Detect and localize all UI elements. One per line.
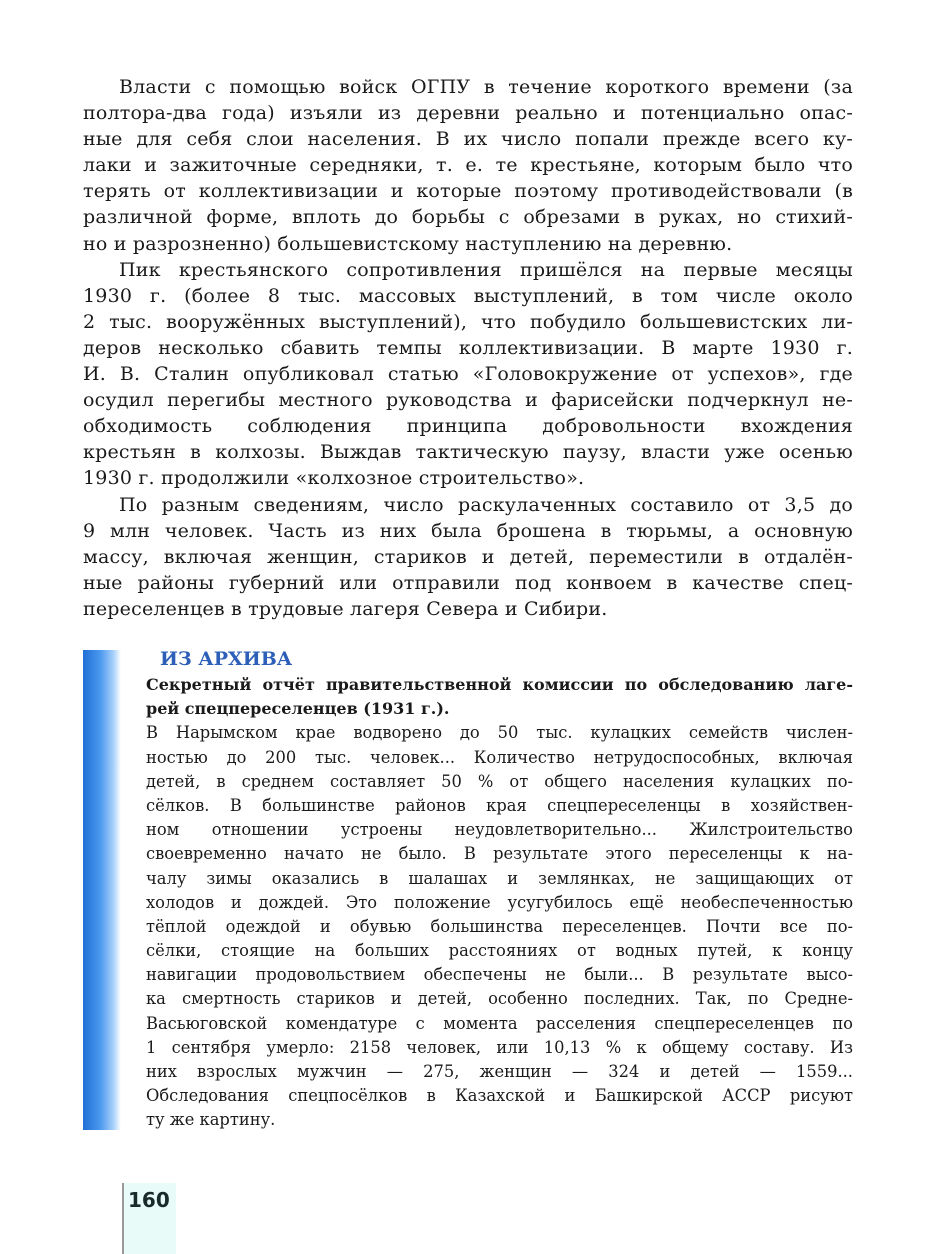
archive-heading xyxy=(146,673,853,721)
paragraph xyxy=(83,74,853,257)
text-line: 1930 г. (более 8 тыс. массовых выступлений, в том числе около xyxy=(83,284,853,307)
archive-title: ИЗ АРХИВА xyxy=(160,648,293,670)
text-line: тёплой одеждой и обувью большинства переселенцев. Почти все по- xyxy=(146,916,853,936)
text-line: обходимость соблюдения принципа добровольности вхождения xyxy=(83,415,853,438)
text-line: По разным сведениям, число раскулаченных составило от 3,5 до xyxy=(119,493,853,516)
text-line: крестьян в колхозы. Выждав тактическую паузу, власти уже осенью xyxy=(83,441,853,464)
page-number: 160 xyxy=(128,1188,170,1212)
text-line: чалу зимы оказались в шалашах и землянках, не защищающих от xyxy=(146,868,853,888)
text-line: ном отношении устроены неудовлетворительно... Жилстроительство xyxy=(146,820,853,840)
text-line: но и разрозненно) большевистскому наступлению на деревню. xyxy=(83,232,733,255)
text-line: Обследования спецпосёлков в Казахской и Башкирской АССР рисуют xyxy=(146,1086,853,1106)
text-line: сёлки, стоящие на больших расстояниях от водных путей, к концу xyxy=(146,941,853,961)
text-line: И. В. Сталин опубликовал статью «Головокружение от успехов», где xyxy=(83,363,853,386)
archive-body xyxy=(146,721,853,1132)
text-line: 1 сентября умерло: 2158 человек, или 10,13 % к общему составу. Из xyxy=(146,1037,853,1057)
text-line: них взрослых мужчин — 275, женщин — 324 и детей — 1559... xyxy=(146,1062,853,1081)
text-line: 1930 г. продолжили «колхозное строительство». xyxy=(83,467,585,490)
main-text xyxy=(83,74,853,622)
text-line: 2 тыс. вооружённых выступлений), что побудило большевистских ли- xyxy=(83,310,853,333)
text-line: Секретный отчёт правительственной комиссии по обследованию лаге- xyxy=(146,675,853,694)
text-line: деров несколько сбавить темпы коллективизации. В марте 1930 г. xyxy=(83,336,853,359)
archive-decorative-bar xyxy=(83,650,121,1130)
paragraph xyxy=(83,257,853,492)
paragraph xyxy=(83,492,853,622)
text-line: сёлков. В большинстве районов края спецпереселенцы в хозяйствен- xyxy=(146,795,853,815)
text-line: лаки и зажиточные середняки, т. е. те крестьяне, которым было что xyxy=(83,154,853,177)
text-line: ные для себя слои населения. В их число попали прежде всего ку- xyxy=(83,128,853,151)
text-line: переселенцев в трудовые лагеря Севера и Сибири. xyxy=(83,597,608,620)
text-line: рей спецпереселенцев (1931 г.). xyxy=(146,699,450,719)
text-line: ту же картину. xyxy=(146,1110,276,1130)
text-line: ка смертность стариков и детей, особенно последних. Так, по Средне- xyxy=(146,989,853,1009)
text-line: Пик крестьянского сопротивления пришёлся на первые месяцы xyxy=(119,258,853,281)
text-line: В Нарымском крае водворено до 50 тыс. кулацких семейств числен- xyxy=(146,723,853,743)
text-line: массу, включая женщин, стариков и детей, переместили в отдалён- xyxy=(83,545,853,568)
text-line: терять от коллективизации и которые поэтому противодействовали (в xyxy=(83,180,853,203)
archive-section xyxy=(146,645,853,1133)
text-line: Власти с помощью войск ОГПУ в течение короткого времени (за xyxy=(119,76,853,98)
text-line: полтора-два года) изъяли из деревни реально и потенциально опас- xyxy=(83,102,853,125)
text-line: 9 млн человек. Часть из них была брошена в тюрьмы, а основную xyxy=(83,519,853,542)
text-line: холодов и дождей. Это положение усугубилось ещё необеспеченностью xyxy=(146,892,853,912)
text-line: осудил перегибы местного руководства и фарисейски подчеркнул не- xyxy=(83,389,853,412)
text-line: детей, в среднем составляет 50 % от общего населения кулацких по- xyxy=(146,771,853,791)
text-line: навигации продовольствием обеспечены не были... В результате высо- xyxy=(146,965,853,985)
text-line: Васьюговской комендатуре с момента расселения спецпереселенцев по xyxy=(146,1013,853,1033)
text-line: различной форме, вплоть до борьбы с обрезами в руках, но стихий- xyxy=(83,206,853,229)
text-line: ностью до 200 тыс. человек... Количество нетрудоспособных, включая xyxy=(146,747,853,767)
text-line: ные районы губерний или отправили под конвоем в качестве спец- xyxy=(83,571,853,594)
text-line: своевременно начато не было. В результате этого переселенцы к на- xyxy=(146,844,853,864)
